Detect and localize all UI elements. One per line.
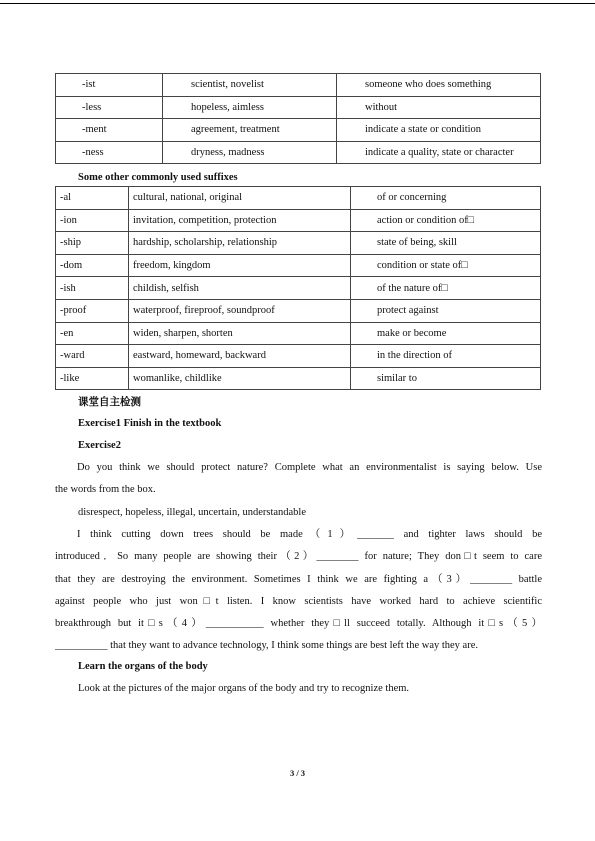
passage-line: against people who just won□t listen. I know scientists have worked hard to achieve scientific	[55, 595, 542, 607]
suffix-table-2	[55, 186, 541, 390]
passage-line: I think cutting down trees should be made（1）_______ and tighter laws should be	[77, 529, 542, 540]
suffix-cell: -ion	[56, 209, 129, 232]
meaning-cell: indicate a state or condition	[337, 119, 541, 142]
meaning-cell: protect against	[351, 299, 541, 322]
table-row	[56, 96, 541, 119]
meaning-cell: state of being, skill	[351, 232, 541, 255]
instruction-line: Do you think we should protect nature? Complete what an environmentalist is saying below. Use	[77, 462, 542, 473]
suffix-cell: -en	[56, 322, 129, 345]
meaning-cell: in the direction of	[351, 345, 541, 368]
examples-cell: childish, selfish	[129, 277, 351, 300]
meaning-cell: action or condition of□	[351, 209, 541, 232]
examples-cell: agreement, treatment	[163, 119, 337, 142]
passage-line: __________ that they want to advance technology, I think some things are best left the way they are.	[55, 640, 478, 652]
meaning-cell: make or become	[351, 322, 541, 345]
passage-paragraph	[55, 524, 542, 658]
examples-cell: hardship, scholarship, relationship	[129, 232, 351, 255]
section-title-cn: 课堂自主检测	[78, 396, 141, 408]
suffix-cell: -ist	[56, 74, 163, 97]
suffix-cell: -ship	[56, 232, 129, 255]
passage-line: breakthrough but it□s（4）___________ whether they□ll succeed totally. Although it□s（5）	[55, 618, 542, 630]
instruction-paragraph	[55, 457, 542, 502]
exercise2-heading: Exercise2	[78, 440, 121, 451]
examples-cell: hopeless, aimless	[163, 96, 337, 119]
passage-line: introduced．So many people are showing their（2）________ for nature; They don□t seem to care	[55, 551, 542, 563]
exercise1-heading: Exercise1 Finish in the textbook	[78, 418, 222, 429]
meaning-cell: similar to	[351, 367, 541, 390]
suffix-cell: -ness	[56, 141, 163, 164]
page-number: 3 / 3	[289, 768, 306, 778]
organs-heading: Learn the organs of the body	[78, 661, 208, 672]
table-row	[56, 277, 541, 300]
suffix-cell: -ward	[56, 345, 129, 368]
organs-text: Look at the pictures of the major organs of the body and try to recognize them.	[78, 683, 410, 694]
table-row	[56, 141, 541, 164]
examples-cell: womanlike, childlike	[129, 367, 351, 390]
meaning-cell: of the nature of□	[351, 277, 541, 300]
suffix-cell: -proof	[56, 299, 129, 322]
examples-cell: freedom, kingdom	[129, 254, 351, 277]
meaning-cell: without	[337, 96, 541, 119]
examples-cell: widen, sharpen, shorten	[129, 322, 351, 345]
word-box: disrespect, hopeless, illegal, uncertain, understandable	[78, 507, 307, 518]
suffix-heading: Some other commonly used suffixes	[78, 172, 238, 183]
passage-line: that they are destroying the environment. Sometimes I think we are fighting a（3）________ battle	[55, 573, 542, 585]
suffix-cell: -less	[56, 96, 163, 119]
examples-cell: cultural, national, original	[129, 187, 351, 210]
meaning-cell: indicate a quality, state or character	[337, 141, 541, 164]
table-row	[56, 119, 541, 142]
table-row	[56, 232, 541, 255]
header-rule	[0, 3, 595, 4]
meaning-cell: someone who does something	[337, 74, 541, 97]
table-row	[56, 322, 541, 345]
suffix-cell: -dom	[56, 254, 129, 277]
meaning-cell: of or concerning	[351, 187, 541, 210]
instruction-line: the words from the box.	[55, 484, 156, 496]
examples-cell: dryness, madness	[163, 141, 337, 164]
table-row	[56, 74, 541, 97]
examples-cell: invitation, competition, protection	[129, 209, 351, 232]
table-row	[56, 187, 541, 210]
suffix-cell: -al	[56, 187, 129, 210]
suffix-cell: -ment	[56, 119, 163, 142]
examples-cell: scientist, novelist	[163, 74, 337, 97]
table-row	[56, 299, 541, 322]
suffix-cell: -like	[56, 367, 129, 390]
examples-cell: waterproof, fireproof, soundproof	[129, 299, 351, 322]
examples-cell: eastward, homeward, backward	[129, 345, 351, 368]
table-row	[56, 345, 541, 368]
meaning-cell: condition or state of□	[351, 254, 541, 277]
table-row	[56, 367, 541, 390]
table-row	[56, 209, 541, 232]
suffix-cell: -ish	[56, 277, 129, 300]
suffix-table-1	[55, 73, 541, 164]
table-row	[56, 254, 541, 277]
